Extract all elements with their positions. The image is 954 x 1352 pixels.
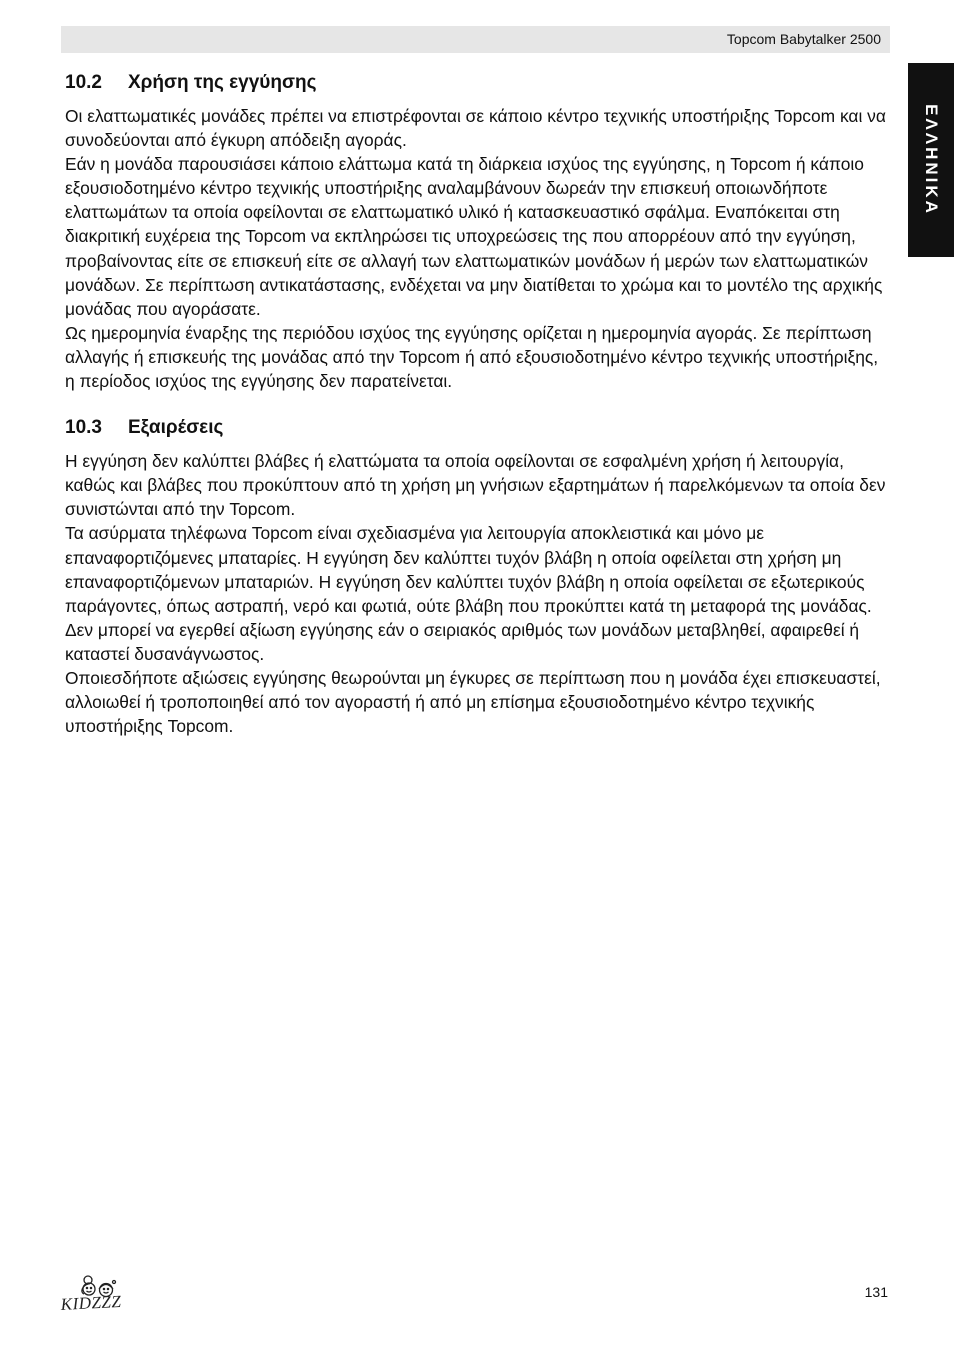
page-number: 131 (864, 1284, 888, 1300)
section-number: 10.3 (65, 417, 102, 439)
kidzzz-logo (58, 1272, 136, 1316)
section-heading (65, 70, 891, 96)
paragraph: Τα ασύρματα τηλέφωνα Topcom είναι σχεδιασμένα για λειτουργία αποκλειστικά και μόνο με επαναφορτιζόμενες μπαταρίες. Η εγγύηση δεν καλύπτει τυχόν βλάβη η οποία οφείλεται στη χρήση μη επαναφορτιζόμενων μπαταριών. Η εγγύηση δεν καλύπτει τυχόν βλάβη η οποία οφείλεται σε εξωτερικούς παράγοντες, όπως αστραπή, νερό και φωτιά, ούτε βλάβη που προκύπτει κατά τη μεταφορά της μονάδας. Δεν μπορεί να εγερθεί αξίωση εγγύησης εάν ο σειριακός αριθμός των μονάδων μεταβληθεί, αφαιρεθεί ή καταστεί δυσανάγνωστος. (65, 523, 872, 664)
section-exclusions (65, 415, 891, 738)
paragraph: Εάν η μονάδα παρουσιάσει κάποιο ελάττωμα κατά τη διάρκεια ισχύος της εγγύησης, η Topcom ή κάποιο εξουσιοδοτημένο κέντρο τεχνικής υποστήριξης αναλαμβάνουν δωρεάν την επισκευή οποιωνδήποτε ελαττωμάτων τα οποία οφείλονται σε ελαττωματικό υλικό ή κατασκευαστικό σφάλμα. Εναπόκειται στη διακριτική ευχέρεια της Topcom να εκπληρώσει τις υποχρεώσεις της που απορρέουν από την εγγύηση, προβαίνοντας είτε σε επισκευή είτε σε αλλαγή των ελαττωματικών μονάδων ή μερών των ελαττωματικών μονάδων. Σε περίπτωση αντικατάστασης, ενδέχεται να μην διατίθεται το χρώμα και το μοντέλο της αρχικής μονάδας που αγοράσατε. (65, 154, 883, 319)
logo-wordmark: KIDZZZ (60, 1291, 122, 1314)
paragraph: Ως ημερομηνία έναρξης της περιόδου ισχύος της εγγύησης ορίζεται η ημερομηνία αγοράς. Σε περίπτωση αλλαγής ή επισκευής της μονάδας από την Topcom ή από εξουσιοδοτημένο κέντρο τεχνικής υποστήριξης, η περίοδος ισχύος της εγγύησης δεν παρατείνεται. (65, 322, 879, 392)
language-tab-label: ΕΛΛΗΝΙΚΑ (922, 104, 941, 216)
section-title: Εξαιρέσεις (128, 417, 224, 439)
section-warranty-use (65, 70, 891, 393)
section-title: Χρήση της εγγύησης (128, 72, 317, 93)
paragraph: Οποιεσδήποτε αξιώσεις εγγύησης θεωρούνται μη έγκυρες σε περίπτωση που η μονάδα έχει επισκευαστεί, αλλοιωθεί ή τροποποιηθεί από τον αγοραστή ή από μη επίσημα εξουσιοδοτημένο κέντρο τεχνικής υποστήριξης Topcom. (65, 667, 881, 737)
section-heading (65, 415, 891, 441)
page-header (61, 26, 890, 53)
paragraph: Η εγγύηση δεν καλύπτει βλάβες ή ελαττώματα τα οποία οφείλονται σε εσφαλμένη χρήση ή λειτουργία, καθώς και βλάβες που προκύπτουν από τη χρήση μη γνήσιων εξαρτημάτων ή παρελκόμενων τα οποία δεν συνιστώνται από την Topcom. (65, 451, 886, 520)
section-number: 10.2 (65, 72, 102, 93)
header-title: Topcom Babytalker 2500 (726, 31, 881, 47)
paragraph: Οι ελαττωματικές μονάδες πρέπει να επιστρέφονται σε κάποιο κέντρο τεχνικής υποστήριξης Topcom και να συνοδεύονται από έγκυρη απόδειξη αγοράς. (65, 106, 886, 151)
page-content (65, 70, 891, 738)
language-tab (908, 63, 954, 257)
